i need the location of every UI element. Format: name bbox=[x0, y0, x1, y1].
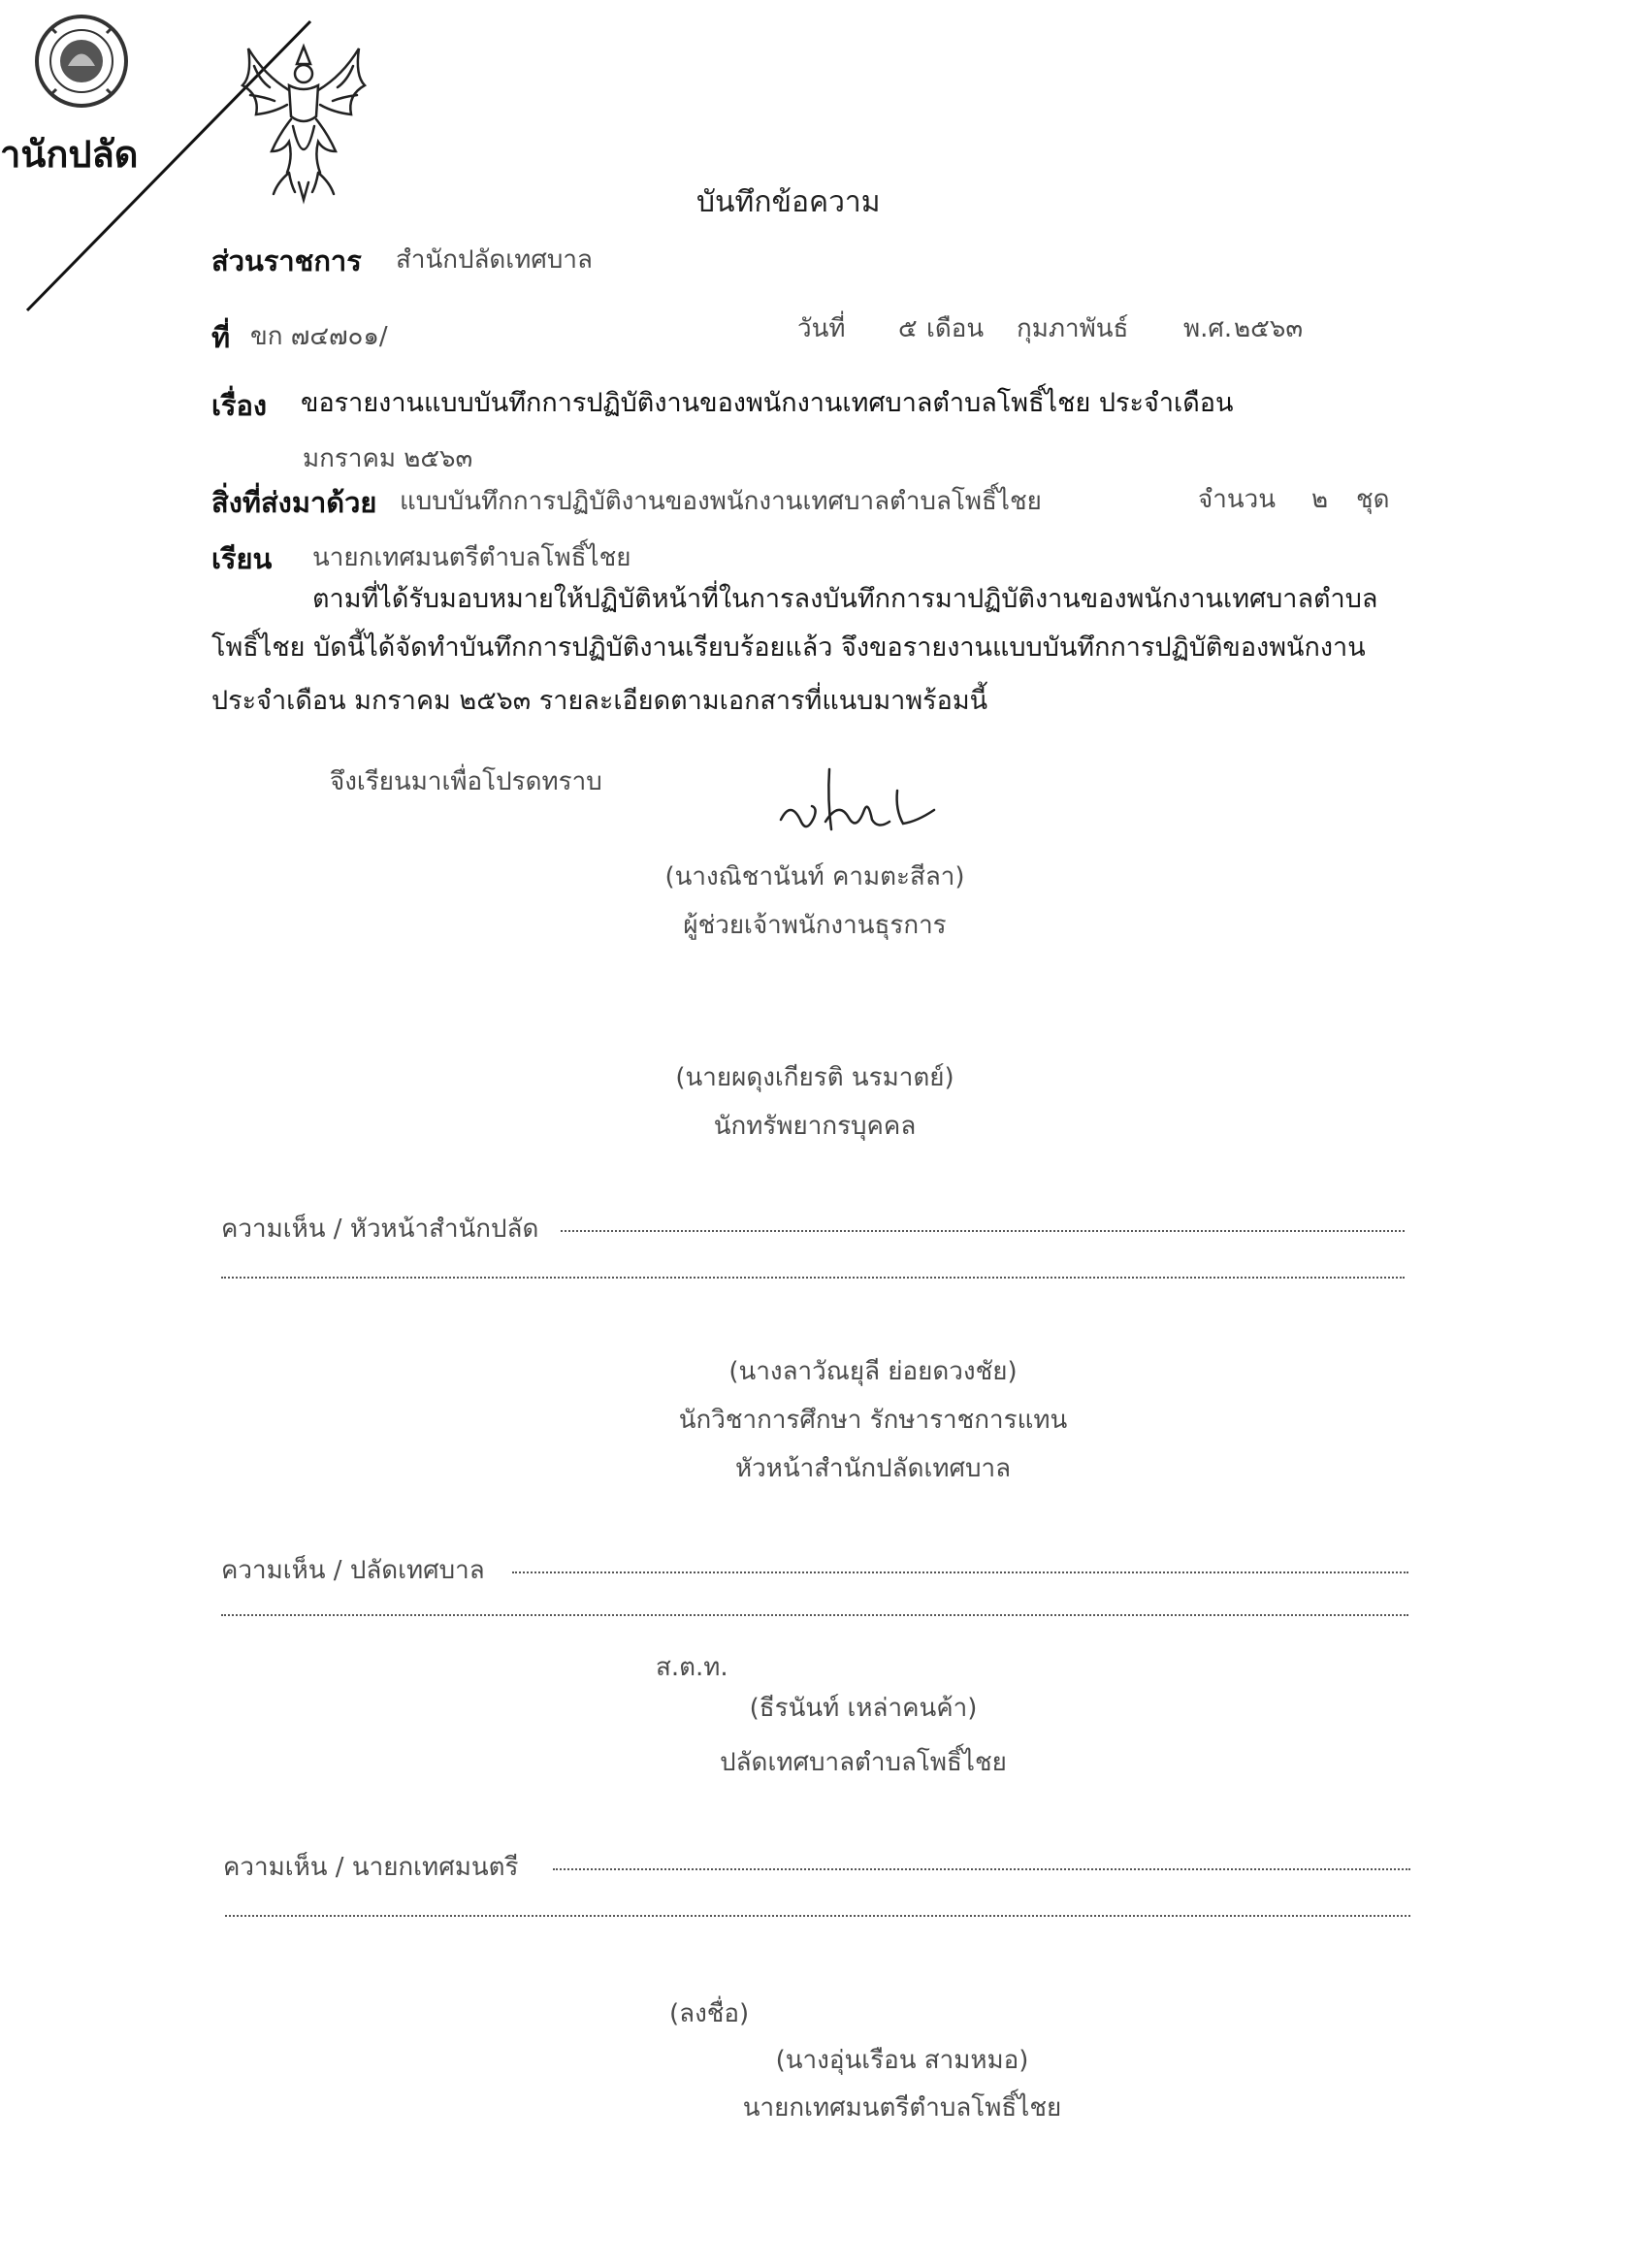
date-month-label: เดือน bbox=[926, 314, 985, 343]
agency-label: ส่วนราชการ bbox=[211, 244, 362, 277]
ref-value: ขก ๗๔๗๐๑/ bbox=[250, 322, 388, 351]
opinion1-dotted-line-2 bbox=[221, 1277, 1405, 1279]
signer2-position: นักทรัพยากรบุคคล bbox=[713, 1112, 917, 1141]
enclosure-value: แบบบันทึกการปฏิบัติงานของพนักงานเทศบาลตำบลโพธิ์ไชย bbox=[400, 487, 1042, 516]
stamp-text: ำนักปลัด bbox=[0, 133, 139, 176]
opinion1-dotted-line-1 bbox=[561, 1230, 1405, 1232]
closing-text: จึงเรียนมาเพื่อโปรดทราบ bbox=[330, 767, 602, 796]
enclosure-label: สิ่งที่ส่งมาด้วย bbox=[211, 486, 377, 519]
opinion2-dotted-line-1 bbox=[512, 1571, 1408, 1573]
handwritten-signature bbox=[771, 761, 946, 859]
agency-value: สำนักปลัดเทศบาล bbox=[396, 245, 593, 275]
signer2-name: (นายผดุงเกียรติ นรมาตย์) bbox=[675, 1063, 954, 1092]
signer1-position: ผู้ช่วยเจ้าพนักงานธุรการ bbox=[683, 911, 947, 940]
ref-label: ที่ bbox=[211, 321, 231, 354]
enclosure-unit: ชุด bbox=[1356, 485, 1390, 514]
subject-line-2: มกราคม ๒๕๖๓ bbox=[303, 444, 473, 473]
signer3-position-1: นักวิชาการศึกษา รักษาราชการแทน bbox=[678, 1406, 1068, 1435]
signer5-name: (นางอุ่นเรือน สามหมอ) bbox=[775, 2046, 1029, 2075]
opinion1-label: ความเห็น / หัวหน้าสำนักปลัด bbox=[221, 1215, 539, 1244]
date-label: วันที่ bbox=[797, 314, 846, 343]
date-year: ๒๕๖๓ bbox=[1234, 314, 1304, 343]
signer4-note: ส.ต.ท. bbox=[656, 1653, 728, 1682]
date-month: กุมภาพันธ์ bbox=[1017, 314, 1129, 343]
date-day: ๕ bbox=[898, 314, 918, 343]
recipient-label: เรียน bbox=[211, 542, 273, 575]
body-line-3: ประจำเดือน มกราคม ๒๕๖๓ รายละเอียดตามเอกสารที่แนบมาพร้อมนี้ bbox=[211, 686, 988, 716]
subject-line-1: ขอรายงานแบบบันทึกการปฏิบัติงานของพนักงานเทศบาลตำบลโพธิ์ไชย ประจำเดือน bbox=[301, 388, 1234, 418]
opinion3-dotted-line-2 bbox=[225, 1915, 1410, 1917]
date-year-label: พ.ศ. bbox=[1183, 314, 1233, 343]
opinion2-label: ความเห็น / ปลัดเทศบาล bbox=[221, 1556, 485, 1585]
opinion2-dotted-line-2 bbox=[221, 1614, 1408, 1616]
signer4-name: (ธีรนันท์ เหล่าคนค้า) bbox=[749, 1694, 978, 1723]
signer4-position: ปลัดเทศบาลตำบลโพธิ์ไชย bbox=[720, 1748, 1007, 1777]
opinion3-label: ความเห็น / นายกเทศมนตรี bbox=[223, 1853, 519, 1882]
enclosure-qty: ๒ bbox=[1311, 485, 1329, 514]
garuda-emblem-icon bbox=[231, 37, 376, 207]
municipal-seal-icon bbox=[21, 8, 138, 114]
signer3-name: (นางลาวัณยุลี ย่อยดวงชัย) bbox=[728, 1357, 1018, 1386]
signer5-sign-label: (ลงชื่อ) bbox=[669, 1999, 750, 2028]
subject-label: เรื่อง bbox=[211, 389, 268, 422]
signer5-position: นายกเทศมนตรีตำบลโพธิ์ไชย bbox=[742, 2093, 1062, 2122]
recipient-value: นายกเทศมนตรีตำบลโพธิ์ไชย bbox=[312, 543, 631, 572]
body-line-2: โพธิ์ไชย บัดนี้ได้จัดทำบันทึกการปฏิบัติงานเรียบร้อยแล้ว จึงขอรายงานแบบบันทึกการปฏิบัติของพนักงาน bbox=[211, 632, 1366, 663]
signer3-position-2: หัวหน้าสำนักปลัดเทศบาล bbox=[734, 1454, 1012, 1483]
signer1-name: (นางณิชานันท์ คามตะสีลา) bbox=[664, 862, 965, 891]
enclosure-qty-label: จำนวน bbox=[1198, 485, 1276, 514]
opinion3-dotted-line-1 bbox=[553, 1868, 1410, 1870]
body-line-1: ตามที่ได้รับมอบหมายให้ปฏิบัติหน้าที่ในการลงบันทึกการมาปฏิบัติงานของพนักงานเทศบาลตำบล bbox=[312, 584, 1378, 614]
memo-title: บันทึกข้อความ bbox=[696, 185, 881, 219]
